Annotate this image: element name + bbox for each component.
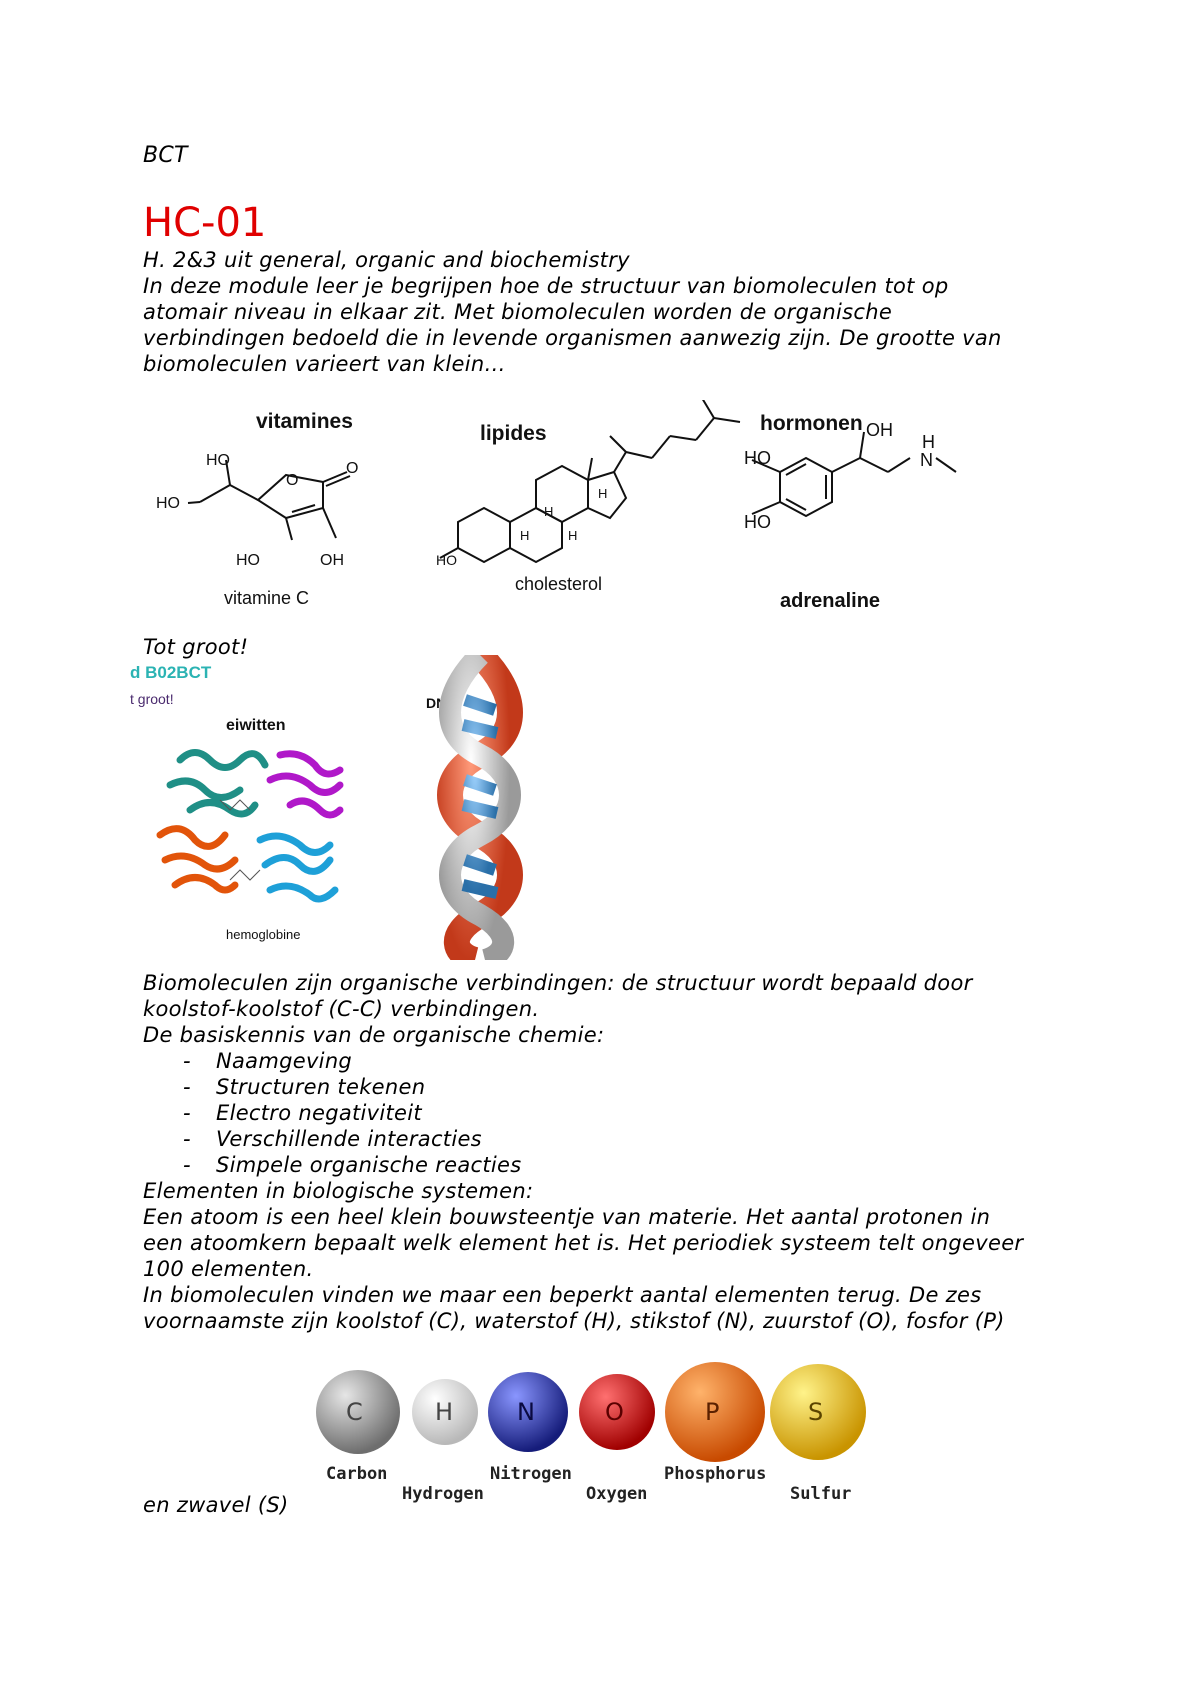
vitamine-c-caption: vitamine C bbox=[224, 588, 310, 608]
sulfur-label: Sulfur bbox=[790, 1484, 852, 1504]
elements-figure bbox=[310, 1360, 870, 1520]
body-line: Elementen in biologische systemen: bbox=[143, 1179, 534, 1203]
atom-label: OH bbox=[866, 420, 893, 440]
sulfur-symbol: S bbox=[808, 1398, 824, 1426]
body-line: voornaamste zijn koolstof (C), waterstof (H), stikstof (N), zuurstof (O), fosfor (P) bbox=[143, 1309, 1005, 1333]
carbon-symbol: C bbox=[346, 1398, 363, 1426]
oxygen-label: Oxygen bbox=[586, 1484, 648, 1504]
nitrogen-symbol: N bbox=[517, 1398, 535, 1426]
carbon-label: Carbon bbox=[326, 1464, 388, 1484]
atom-label: HO bbox=[744, 512, 771, 532]
vitamine-c-structure bbox=[188, 460, 350, 540]
hormonen-heading: hormonen bbox=[760, 412, 863, 435]
atom-label: H bbox=[520, 528, 530, 543]
closing-line: en zwavel (S) bbox=[143, 1493, 289, 1517]
small-molecules-figure bbox=[140, 400, 970, 625]
hemoglobin-image bbox=[150, 740, 350, 925]
phosphorus-label: Phosphorus bbox=[664, 1464, 767, 1484]
basics-list bbox=[0, 1048, 1103, 1178]
ring-a bbox=[458, 508, 510, 562]
dna-heading: DNA bbox=[426, 695, 457, 711]
atom-label: HO bbox=[236, 552, 260, 569]
body-line: 100 elementen. bbox=[143, 1257, 314, 1281]
eiwitten-heading: eiwitten bbox=[226, 717, 286, 734]
list-item: - Simpele organische reacties bbox=[143, 1152, 1103, 1178]
nitrogen-label: Nitrogen bbox=[490, 1464, 572, 1484]
atom-label: HO bbox=[436, 552, 457, 568]
body-line: een atoomkern bepaalt welk element het is. Het periodiek systeem telt ongeveer bbox=[143, 1231, 1024, 1255]
basics-title: De basiskennis van de organische chemie: bbox=[143, 1023, 605, 1047]
body-line: In biomoleculen vinden we maar een beperkt aantal elementen terug. De zes bbox=[143, 1283, 982, 1307]
ring-b bbox=[510, 508, 562, 562]
large-molecules-figure bbox=[130, 655, 570, 960]
oxygen-symbol: O bbox=[605, 1398, 624, 1426]
body-line: Biomoleculen zijn organische verbindingen: de structuur wordt bepaald door bbox=[143, 971, 973, 995]
cholesterol-caption: cholesterol bbox=[515, 574, 603, 594]
atom-label: N bbox=[920, 450, 933, 470]
atom-label: H bbox=[568, 528, 578, 543]
body-line: Een atoom is een heel klein bouwsteentje van materie. Het aantal protonen in bbox=[143, 1205, 991, 1229]
slide-subtitle: t groot! bbox=[130, 691, 174, 707]
dna-image bbox=[425, 655, 535, 960]
atom-label: O bbox=[286, 472, 299, 489]
lipides-heading: lipides bbox=[480, 422, 547, 445]
dna-helix bbox=[450, 655, 510, 960]
atom-label: HO bbox=[206, 452, 230, 469]
intro-paragraph bbox=[143, 247, 1103, 377]
list-item: - Naamgeving bbox=[143, 1048, 1103, 1074]
hydrogen-label: Hydrogen bbox=[402, 1484, 484, 1504]
list-item: - Electro negativiteit bbox=[143, 1100, 1103, 1126]
atom-label: HO bbox=[744, 448, 771, 468]
intro-line: In deze module leer je begrijpen hoe de structuur van biomoleculen tot op bbox=[143, 274, 949, 298]
atom-label: H bbox=[922, 432, 935, 452]
phosphorus-symbol: P bbox=[705, 1398, 720, 1426]
intro-line: atomair niveau in elkaar zit. Met biomoleculen worden de organische bbox=[143, 300, 893, 324]
body-text bbox=[143, 970, 1103, 1334]
list-item: - Verschillende interacties bbox=[143, 1126, 1103, 1152]
atom-spheres bbox=[310, 1360, 870, 1470]
body-line: koolstof-koolstof (C-C) verbindingen. bbox=[143, 997, 540, 1021]
tot-groot-text: Tot groot! bbox=[143, 635, 249, 659]
hydrogen-symbol: H bbox=[435, 1398, 454, 1426]
hemoglobine-caption: hemoglobine bbox=[226, 927, 301, 942]
atom-label: H bbox=[544, 504, 554, 519]
vitamines-heading: vitamines bbox=[256, 410, 353, 433]
course-code: BCT bbox=[143, 143, 188, 168]
atom-label: OH bbox=[320, 552, 344, 569]
intro-line: biomoleculen varieert van klein… bbox=[143, 352, 506, 376]
page-title: HC-01 bbox=[143, 200, 267, 246]
atom-label: HO bbox=[156, 495, 180, 512]
slide-title: d B02BCT bbox=[130, 663, 212, 682]
intro-source: H. 2&3 uit general, organic and biochemistry bbox=[143, 248, 630, 272]
list-item: - Structuren tekenen bbox=[143, 1074, 1103, 1100]
benzene-ring bbox=[780, 458, 832, 516]
adrenaline-caption: adrenaline bbox=[780, 590, 881, 612]
atom-label: H bbox=[598, 486, 608, 501]
atom-label: O bbox=[346, 460, 359, 477]
intro-line: verbindingen bedoeld die in levende organismen aanwezig zijn. De grootte van bbox=[143, 326, 1002, 350]
